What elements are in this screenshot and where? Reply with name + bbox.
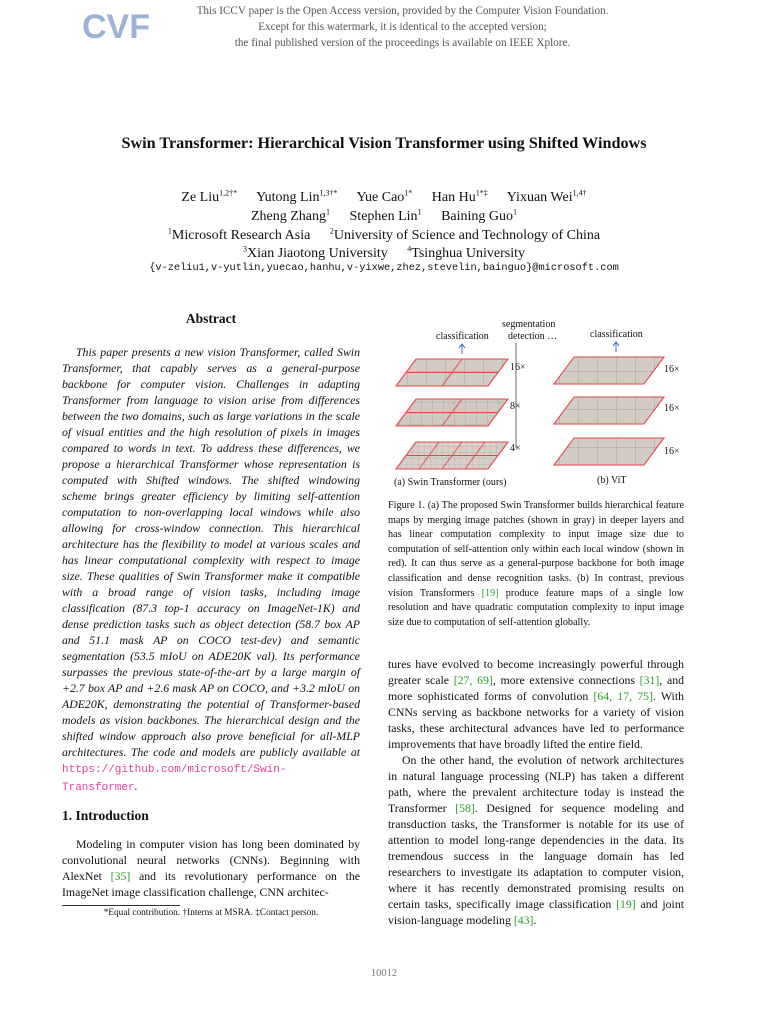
swin-layer-16x xyxy=(396,359,508,386)
citation-link[interactable]: [35] xyxy=(110,869,131,883)
fig-sublabel-a: (a) Swin Transformer (ours) xyxy=(394,477,507,488)
author: Ze Liu$^{1,2\dagger*}$ xyxy=(181,188,238,205)
code-link[interactable]: https://github.com/microsoft/Swin-Transformer xyxy=(62,764,287,794)
open-access-watermark xyxy=(150,3,655,51)
author: Zheng Zhang$^1$ xyxy=(250,207,331,224)
abstract-body xyxy=(62,344,360,796)
intro-heading: 1. Introduction xyxy=(62,808,149,823)
watermark-line: Except for this watermark, it is identical to the accepted version; xyxy=(258,21,547,33)
citation-link[interactable]: [31] xyxy=(639,673,660,687)
author: Baining Guo$^1$ xyxy=(441,207,518,224)
arrow-up-icon xyxy=(459,344,465,354)
figure-1-diagram xyxy=(388,314,688,490)
author: Han $Hu^{1*\ddagger}$ xyxy=(431,188,488,205)
footnote: *Equal contribution. †Interns at MSRA. ‡Contact person. xyxy=(103,908,319,918)
affiliation: $^4$Tsinghua University xyxy=(407,244,525,261)
affiliation-row-2 xyxy=(40,240,728,263)
swin-layer-4x xyxy=(396,442,508,469)
scale-label: 16× xyxy=(664,403,680,414)
affiliation: $^2$University of Science and Technology of China xyxy=(329,226,601,243)
body-paragraph: tures have evolved to become increasingly powerful through greater scale [27, 69], more extensive connections [31], and more sophisticated forms of convolution [64, 17, 75]. With CNNs serving as backbone networks for a variety of vision tasks, these architectural advances have led to performance improvements that have broadly lifted the entire field. xyxy=(388,657,685,751)
author: Yue Cao$^{1*}$ xyxy=(356,188,413,205)
right-column-body xyxy=(388,656,684,928)
affiliation: $^1$Microsoft Research Asia xyxy=(167,226,311,243)
citation-link[interactable]: [19] xyxy=(616,897,636,911)
citation-link[interactable]: [58] xyxy=(455,801,475,815)
scale-label: 16× xyxy=(510,362,526,373)
footnote-rule xyxy=(62,905,180,906)
scale-label: 16× xyxy=(664,364,680,375)
fig-label-classification-b: classification xyxy=(590,329,643,340)
figure-1-caption: Figure 1. (a) The proposed Swin Transformer builds hierarchical feature maps by merging image patches (shown in gray) in deeper layers and has linear computation complexity to input image size due to computation of self-attention only within each local window (shown in red). It can thus serve as a general-purpose backbone for both image classification and dense recognition tasks. (b) In contrast, previous vision Transformers [19] produce feature maps of a single low resolution and have quadratic computation complexity to input image size due to computation of self-attention globally. xyxy=(388,500,684,628)
watermark-line: the final published version of the proceedings is available on IEEE Xplore. xyxy=(234,37,571,49)
page-number: 10012 xyxy=(370,968,398,979)
intro-paragraph: Modeling in computer vision has long been dominated by convolutional neural networks (CNNs). Beginning with AlexNet [35] and its revolutionary performance on the ImageNet image classification challenge, CNN architec- xyxy=(62,837,361,899)
figure-1 xyxy=(388,314,688,490)
fig-label-detection: detection … xyxy=(508,331,558,342)
citation-link[interactable]: [64, 17, 75] xyxy=(593,689,653,703)
abstract-heading: Abstract xyxy=(185,311,237,326)
affiliation: $^3$Xian Jiaotong University xyxy=(243,244,388,261)
svg-text:CVF: CVF xyxy=(82,8,150,46)
citation-link[interactable]: [43] xyxy=(513,913,534,927)
fig-label-segmentation: segmentation xyxy=(502,319,556,330)
vit-layer xyxy=(554,438,664,465)
intro-body xyxy=(62,836,360,900)
citation-link[interactable]: [19] xyxy=(481,587,499,599)
author-emails: {v-zeliu1,v-yutlin,yuecao,hanhu,v-yixwe,zhez,stevelin,bainguo}@microsoft.com xyxy=(149,262,619,274)
citation-link[interactable]: [27, 69] xyxy=(453,673,493,687)
swin-layer-8x xyxy=(396,399,508,426)
author: Yixuan Wei$^{1,4\dagger}$ xyxy=(506,188,587,205)
vit-layer xyxy=(554,397,664,424)
author: Yutong Lin$^{1,3\dagger*}$ xyxy=(256,188,338,205)
fig-sublabel-b: (b) ViT xyxy=(597,475,627,486)
author: Stephen Lin$^1$ xyxy=(349,207,422,224)
scale-label: 4× xyxy=(510,443,521,454)
arrow-up-icon xyxy=(613,342,619,352)
scale-label: 8× xyxy=(510,401,521,412)
cvf-logo xyxy=(80,6,150,46)
vit-layer xyxy=(554,357,664,384)
scale-label: 16× xyxy=(664,446,680,457)
abstract-paragraph: This paper presents a new vision Transformer, called Swin Transformer, that capably serves as a general-purpose backbone for computer vision. Challenges in adapting Transformer from language to vision arise from differences between the two domains, such as large variations in the scale of visual entities and the high resolution of pixels in images compared to words in text. To address these differences, we propose a hierarchical Transformer whose representation is computed with Shifted windows. The shifted windowing scheme brings greater efficiency by limiting self-attention computation to non-overlapping local windows while also allowing for cross-window connection. This hierarchical architecture has the flexibility to model at various scales and has linear computational complexity with respect to image size. These qualities of Swin Transformer make it compatible with a broad range of vision tasks, including image classification (87.3 top-1 accuracy on ImageNet-1K) and dense prediction tasks such as object detection (58.7 box AP and 51.1 mask AP on COCO test-dev) and semantic segmentation (53.5 mIoU on ADE20K val). Its performance surpasses the previous state-of-the-art by a large margin of +2.7 box AP and +2.6 mask AP on COCO, and +3.2 mIoU on ADE20K, demonstrating the potential of Transformer-based models as vision backbones. The hierarchical design and the shifted window approach also prove beneficial for all-MLP architectures. The code and models are publicly available at https://github.com/microsoft/Swin-Transformer. xyxy=(62,345,360,794)
fig-label-classification-a: classification xyxy=(436,331,489,342)
body-paragraph: On the other hand, the evolution of network architectures in natural language processing (NLP) has taken a different path, where the prevalent architecture today is instead the Transformer [58]. Designed for sequence modeling and transduction tasks, the Transformer is notable for its use of attention to model long-range dependencies in the data. Its tremendous success in the language domain has led researchers to investigate its adaptation to computer vision, where it has recently demonstrated promising results on certain tasks, specifically image classification [19] and joint vision-language modeling [43]. xyxy=(388,753,685,927)
paper-title: Swin Transformer: Hierarchical Vision Transformer using Shifted Windows xyxy=(121,134,647,152)
watermark-line: This ICCV paper is the Open Access version, provided by the Computer Vision Foundation. xyxy=(196,5,609,17)
